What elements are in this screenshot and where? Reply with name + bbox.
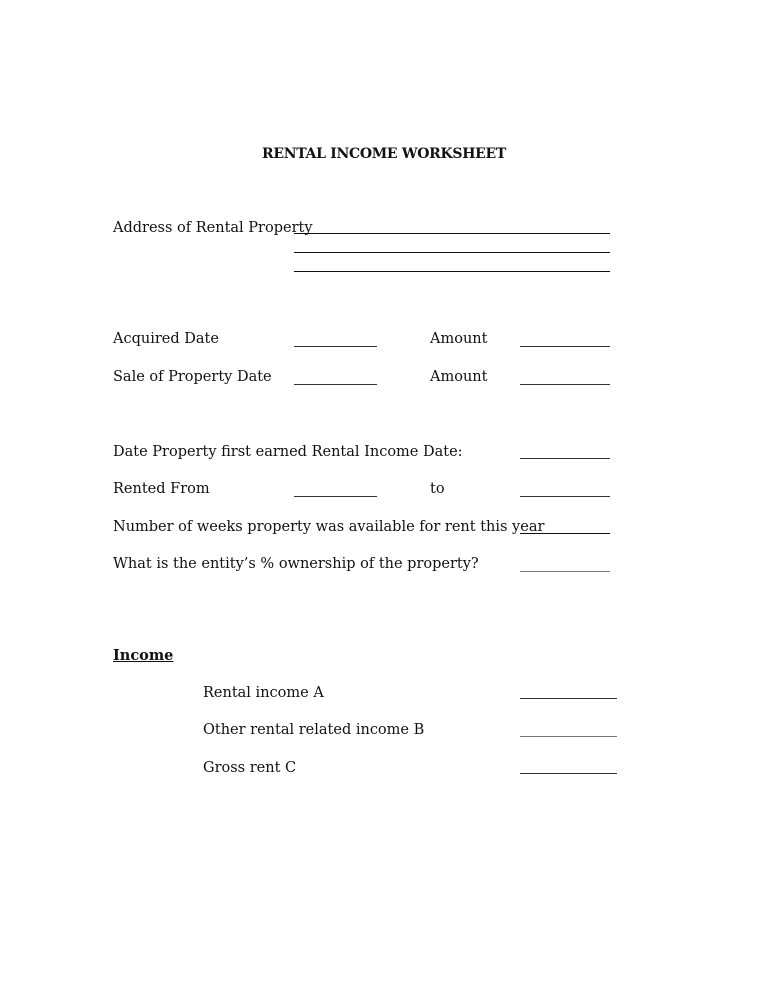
rented-to-field[interactable] (520, 496, 610, 497)
sale-date-field[interactable] (294, 384, 377, 385)
other-rental-income-b-field[interactable] (520, 736, 617, 737)
acquired-amount-field[interactable] (520, 346, 610, 347)
address-line-3-field[interactable] (294, 271, 610, 272)
ownership-field[interactable] (520, 571, 610, 572)
rented-to-label: to (430, 481, 445, 497)
acquired-date-field[interactable] (294, 346, 377, 347)
rental-income-a-label: Rental income A (203, 685, 324, 701)
rented-from-label: Rented From (113, 481, 210, 497)
gross-rent-c-field[interactable] (520, 773, 617, 774)
gross-rent-c-label: Gross rent C (203, 760, 297, 776)
page-title: RENTAL INCOME WORKSHEET (262, 146, 506, 162)
acquired-amount-label: Amount (430, 331, 488, 347)
weeks-available-field[interactable] (520, 533, 610, 534)
sale-date-label: Sale of Property Date (113, 369, 272, 385)
ownership-label: What is the entity’s % ownership of the property? (113, 556, 479, 572)
acquired-date-label: Acquired Date (113, 331, 219, 347)
rental-income-a-field[interactable] (520, 698, 617, 699)
address-line-2-field[interactable] (294, 252, 610, 253)
rented-from-field[interactable] (294, 496, 377, 497)
address-line-1-field[interactable] (294, 233, 610, 234)
address-label: Address of Rental Property (113, 220, 313, 236)
income-heading: Income (113, 647, 174, 664)
sale-amount-label: Amount (430, 369, 488, 385)
other-rental-income-b-label: Other rental related income B (203, 722, 425, 738)
sale-amount-field[interactable] (520, 384, 610, 385)
first-earned-date-field[interactable] (520, 458, 610, 459)
first-earned-label: Date Property first earned Rental Income Date: (113, 444, 463, 460)
weeks-available-label: Number of weeks property was available for rent this year (113, 519, 545, 535)
